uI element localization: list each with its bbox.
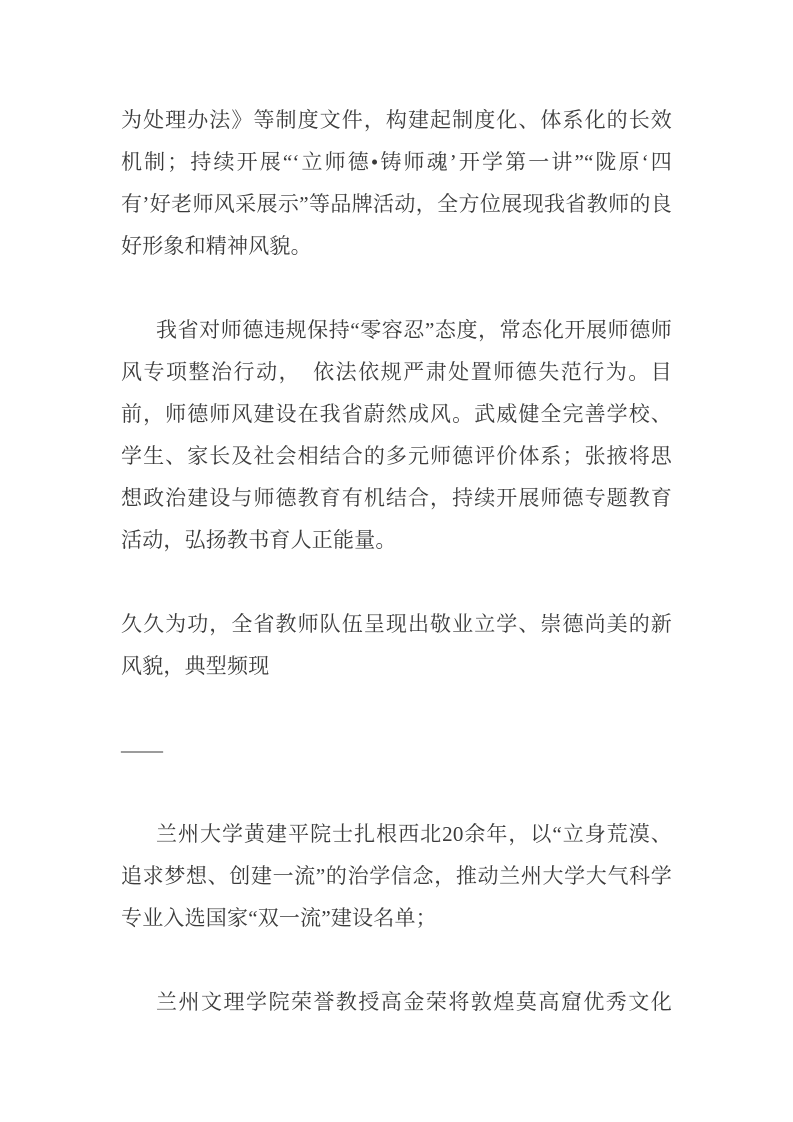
paragraph-institutional-mechanism: 为处理办法》等制度文件，构建起制度化、体系化的长效机制；持续开展“‘立师德•铸师魂’开学第一讲”“陇原‘四有’好老师风采展示”等品牌活动，全方位展现我省教师的良好形象和精神风貌。: [121, 108, 672, 258]
paragraph-zero-tolerance: 我省对师德违规保持“零容忍”态度，常态化开展师德师风专项整治行动， 依法依规严肃处置师德失范行为。目前，师德师风建设在我省蔚然成风。武威健全完善学校、学生、家长及社会相结合的多元师德评价体系；张掖将思想政治建设与师德教育有机结合，持续开展师德专题教育活动，弘扬教书育人正能量。: [121, 318, 672, 552]
paragraph-lanzhou-arts-college: 兰州文理学院荣誉教授高金荣将敦煌莫高窟优秀文化: [156, 990, 672, 1014]
dash-separator: ——: [121, 738, 163, 762]
paragraph-teacher-new-trend: 久久为功，全省教师队伍呈现出敬业立学、崇德尚美的新风貌，典型频现: [121, 612, 672, 678]
paragraph-lanzhou-university-academician: 兰州大学黄建平院士扎根西北20余年，以“立身荒漠、追求梦想、创建一流”的治学信念，推动兰州大学大气科学专业入选国家“双一流”建设名单；: [121, 822, 672, 930]
document-page: [121, 99, 672, 1065]
